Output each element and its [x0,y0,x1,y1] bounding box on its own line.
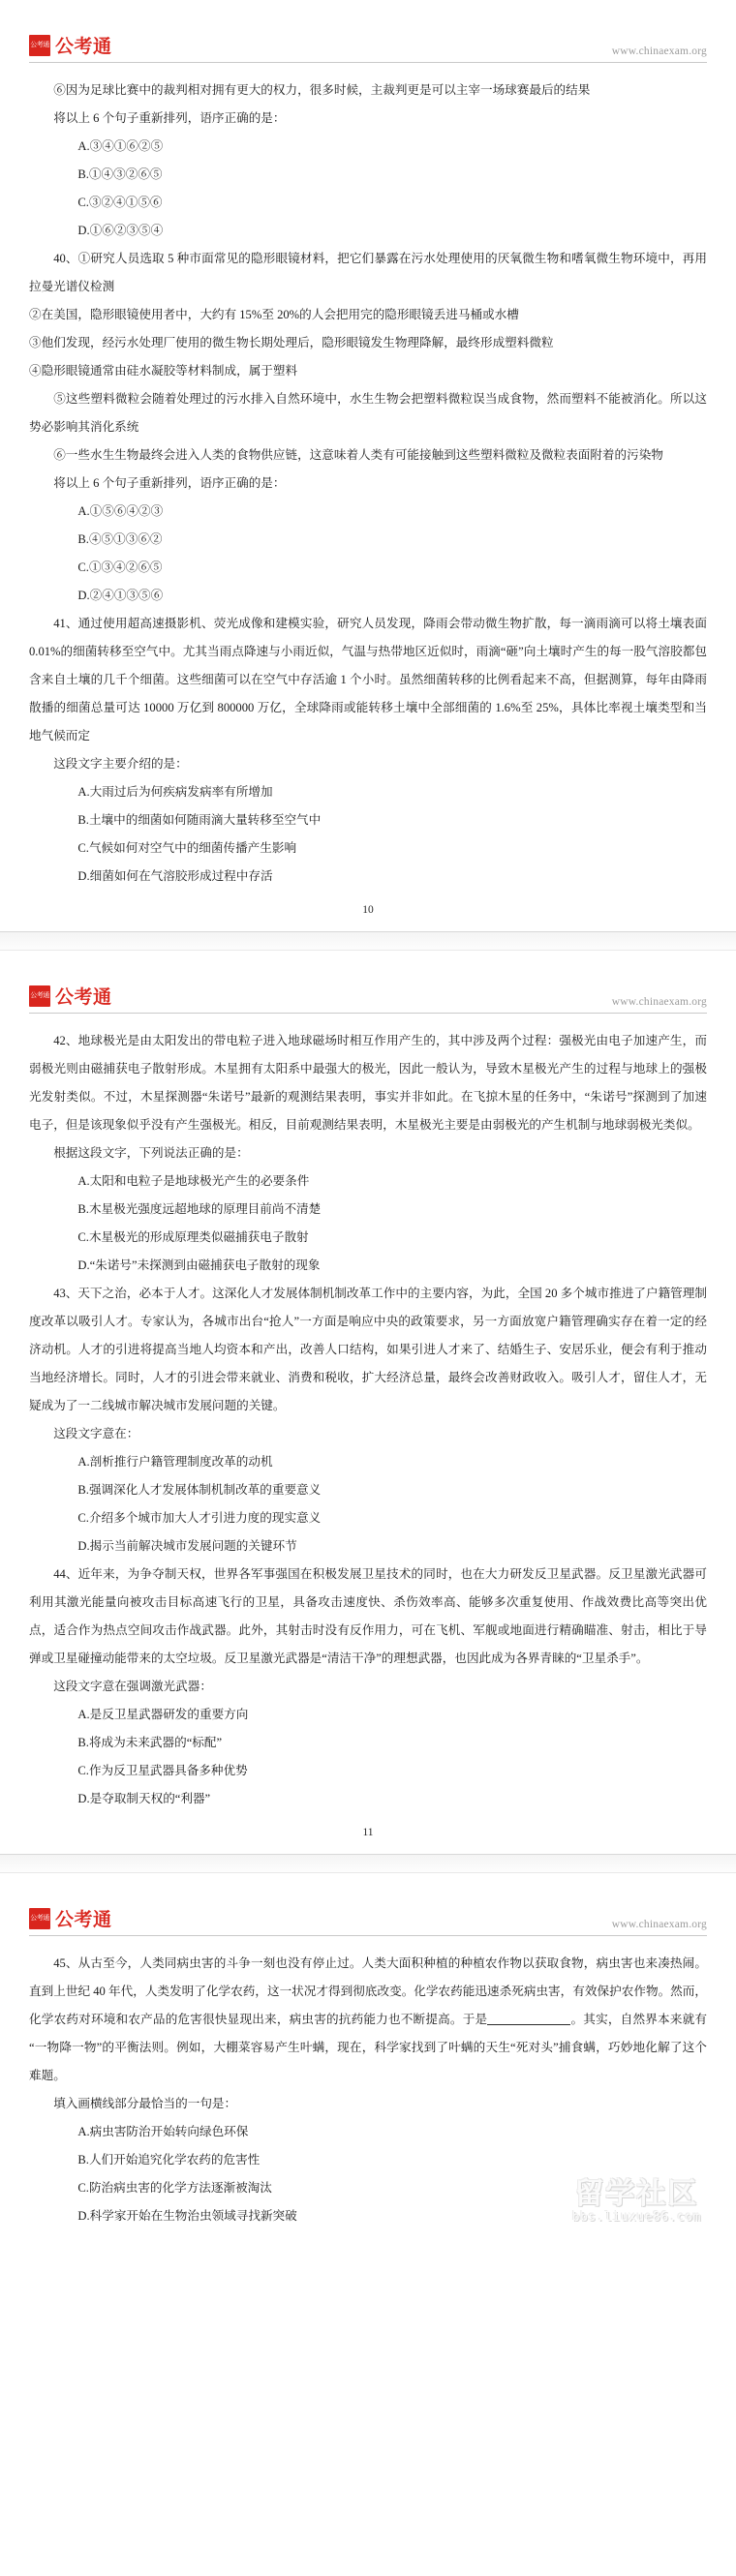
answer-option[interactable] [29,582,707,610]
page-number: 11 [362,1827,374,1838]
option-text: ③②④①⑤⑥ [88,196,163,209]
option-text: 防治病虫害的化学方法逐渐被淘汰 [88,2181,272,2195]
option-text: ①③④②⑥⑤ [88,561,163,574]
option-text: 将成为未来武器的“标配” [88,1736,223,1749]
page-2-content [29,1014,707,1813]
option-label: B. [77,2153,89,2167]
answer-option[interactable] [29,217,707,245]
option-label: B. [77,1483,89,1497]
question-stem: 42、地球极光是由太阳发出的带电粒子进入地球磁场时相互作用产生的，其中涉及两个过程：强极光由电子加速产生，而弱极光则由磁捕获电子散射形成。木星拥有太阳系中最强大的极光，因此一般认为，导致木星极光产生的过程与地球上的强极光发射类似。不过，木星探测器“朱诺号”最新的观测结果表明，事实并非如此。在飞掠木星的任务中，“朱诺号”探测到了加速电子，但是该现象似乎没有产生强极光。相反，目前观测结果表明，木星极光主要是由弱极光的产生机制与地球弱极光类似。 [29,1034,707,1132]
brand-name: 公考通 [55,986,112,1008]
option-label: B. [77,813,89,827]
option-text: 人们开始追究化学农药的危害性 [88,2153,261,2167]
header-url: www.chinaexam.org [611,1919,707,1930]
question-stem: 44、近年来，为争夺制天权，世界各军事强国在积极发展卫星技术的同时，也在大力研发反卫星武器。反卫星激光武器可利用其激光能量向被攻击目标高速飞行的卫星，具备攻击速度快、杀伤效率高、能够多次重复使用、作战效费比高等突出优点，适合作为热点空间攻击作战武器。此外，其射击时没有反作用力，可在飞机、军舰或地面进行精确瞄准、射击，相比于导弹或卫星碰撞动能带来的太空垃圾。反卫星激光武器是“清洁干净”的理想武器，也因此成为各界青睐的“卫星杀手”。 [29,1567,707,1665]
option-label: A. [77,1708,90,1721]
option-label: A. [77,1174,90,1188]
option-text: 介绍多个城市加大人才引进力度的现实意义 [88,1511,322,1525]
brand-name: 公考通 [55,1909,112,1930]
answer-option[interactable] [29,1504,707,1532]
option-label: D. [77,224,90,237]
brand-logo [29,1905,112,1931]
option-text: 太阳和电粒子是地球极光产生的必要条件 [89,1174,310,1188]
answer-option[interactable] [29,2202,707,2230]
brand-logo [29,32,112,58]
paragraph: 这段文字意在： [53,1427,139,1440]
answer-option[interactable] [29,1532,707,1561]
paragraph: ②在美国，隐形眼镜使用者中，大约有 15%至 20%的人会把用完的隐形眼镜丢进马桶或水槽 [29,308,519,321]
answer-option[interactable] [29,1252,707,1280]
brand-badge-icon: 公考通 [29,35,50,56]
option-label: A. [77,2125,90,2138]
answer-option[interactable] [29,1757,707,1785]
option-label: D. [77,869,90,883]
answer-option[interactable] [29,1785,707,1813]
option-text: ②④①③⑤⑥ [89,589,164,602]
answer-option[interactable] [29,2118,707,2146]
page-header [29,1891,707,1936]
option-label: C. [77,841,89,855]
header-url: www.chinaexam.org [611,996,707,1008]
paragraph: 这段文字意在强调激光武器： [53,1680,212,1693]
answer-option[interactable] [29,1448,707,1476]
option-label: D. [77,589,90,602]
paragraph: ⑤这些塑料微粒会随着处理过的污水排入自然环境中，水生生物会把塑料微粒误当成食物，然而塑料不能被消化。所以这势必影响其消化系统 [29,392,707,434]
answer-option[interactable] [29,133,707,161]
brand-name: 公考通 [55,36,112,57]
page-1-content [29,63,707,891]
question-stem: 40、①研究人员选取 5 种市面常见的隐形眼镜材料，把它们暴露在污水处理使用的厌氧微生物和嗜氧微生物环境中，再用拉曼光谱仪检测 [29,252,707,293]
option-label: B. [77,167,89,181]
option-text: 作为反卫星武器具备多种优势 [88,1764,248,1777]
question-text: 45、从古至今，人类同病虫害的斗争一刻也没有停止过。人类大面积种植的种植农作物以获取食物，病虫害也来凑热闹。直到上世纪 40 年代，人类发明了化学农药，这一状况才得到彻底改变。化学农药能迅速杀死病虫害，有效保护农作物。然而，化学农药对环境和农产品的危害很快显现出来，病虫害的抗药能力也不断提高。于是 [29,1956,707,2026]
option-label: A. [77,139,90,153]
option-text: 木星极光的形成原理类似磁捕获电子散射 [88,1230,309,1244]
answer-option[interactable] [29,806,707,834]
option-text: 病虫害防治开始转向绿色环保 [89,2125,249,2138]
option-label: D. [77,2209,90,2223]
question-text-cont: 。其实，自然界本来就有“一物降一物”的平衡法则。例如，大棚菜容易产生叶螨，现在，科学家找到了叶螨的天生“死对头”捕食螨，巧妙地化解了这个难题。 [29,2013,708,2082]
option-text: 是夺取制天权的“利器” [89,1792,211,1805]
option-text: 强调深化人才发展体制机制改革的重要意义 [88,1483,322,1497]
page-separator [0,931,736,951]
option-text: 科学家开始在生物治虫领域寻找新突破 [89,2209,297,2223]
option-label: C. [77,2181,89,2195]
answer-option[interactable] [29,1476,707,1504]
paragraph: ③他们发现，经污水处理厂使用的微生物长期处理后，隐形眼镜发生物理降解，最终形成塑料微粒 [29,336,554,349]
page-separator [0,1854,736,1873]
option-label: D. [77,1792,90,1805]
answer-option[interactable] [29,2174,707,2202]
answer-option[interactable] [29,2146,707,2174]
paragraph: ⑥一些水生生物最终会进入人类的食物供应链，这意味着人类有可能接触到这些塑料微粒及微粒表面附着的污染物 [53,448,663,462]
question-stem [29,1950,707,2090]
document-page-2 [0,951,736,1854]
answer-option[interactable] [29,1196,707,1224]
option-text: 木星极光强度远超地球的原理目前尚不清楚 [88,1202,322,1216]
page-number: 10 [362,904,374,916]
option-text: ③④①⑥②⑤ [89,139,164,153]
paragraph: 将以上 6 个句子重新排列，语序正确的是： [53,476,286,490]
brand-logo [29,983,112,1009]
option-label: B. [77,532,89,546]
option-label: B. [77,1202,89,1216]
page-3-content [29,1936,707,2230]
option-label: A. [77,504,90,518]
option-label: D. [77,1258,90,1272]
option-text: 土壤中的细菌如何随雨滴大量转移至空气中 [88,813,322,827]
option-text: 是反卫星武器研发的重要方向 [89,1708,249,1721]
header-url: www.chinaexam.org [611,45,707,57]
option-text: 揭示当前解决城市发展问题的关键环节 [89,1539,297,1553]
answer-option[interactable] [29,834,707,863]
paragraph: 这段文字主要介绍的是： [53,757,188,771]
answer-option[interactable] [29,526,707,554]
page-header [29,17,707,63]
answer-option[interactable] [29,863,707,891]
option-label: C. [77,1230,89,1244]
paragraph: ⑥因为足球比赛中的裁判相对拥有更大的权力，很多时候，主裁判更是可以主宰一场球赛最后的结果 [53,83,591,97]
option-label: A. [77,1455,90,1469]
answer-option[interactable] [29,554,707,582]
fill-in-blank [487,2024,570,2025]
watermark-url: bbs.liuxue86.com [571,2210,701,2225]
paragraph: 将以上 6 个句子重新排列，语序正确的是： [53,111,286,125]
instruction: 填入画横线部分最恰当的一句是： [53,2097,237,2110]
option-text: ①④③②⑥⑤ [88,167,163,181]
answer-option[interactable] [29,161,707,189]
answer-option[interactable] [29,189,707,217]
document-page-1 [0,0,736,931]
paragraph: 根据这段文字，下列说法正确的是： [53,1146,249,1160]
watermark-title: 留学社区 [574,2177,699,2211]
paragraph: ④隐形眼镜通常由硅水凝胶等材料制成，属于塑料 [29,364,298,378]
option-text: ①⑥②③⑤④ [89,224,164,237]
document-page-3 [0,1873,736,2230]
question-stem: 43、天下之治，必本于人才。这深化人才发展体制机制改革工作中的主要内容，为此，全国 20 多个城市推进了户籍管理制度改革以吸引人才。专家认为，各城市出台“抢人”一方面是响应中央的政策要求，另一方面放宽户籍管理确实存在着一定的经济动机。人才的引进将提高当地人均资本和产出，改善人口结构，如果引进人才来了、结婚生子、安居乐业，便会有利于推动当地经济增长。同时，人才的引进会带来就业、消费和税收，扩大经济总量，最终会改善财政收入。吸引人才，留住人才，无疑成为了一二线城市解决城市发展问题的关键。 [29,1287,707,1412]
option-text: 大雨过后为何疾病发病率有所增加 [89,785,273,799]
option-label: C. [77,1764,89,1777]
page-header [29,968,707,1014]
option-text: ④⑤①③⑥② [88,532,163,546]
question-stem: 41、通过使用超高速摄影机、荧光成像和建模实验，研究人员发现，降雨会带动微生物扩散，每一滴雨滴可以将土壤表面 0.01%的细菌转移至空气中。尤其当雨点降速与小雨近似，气温与热带地区近似时，雨滴“砸”向土壤时产生的每一股气溶胶都包含来自土壤的几千个细菌。这些细菌可以在空气中存活逾 1 个小时。虽然细菌转移的比例看起来不高，但据测算，每年由降雨散播的细菌总量可达 10000 万亿到 800000 万亿，全球降雨或能转移土壤中全部细菌的 1.6%至 25%，具体比率视土壤类型和当地气候而定 [29,617,707,742]
option-label: C. [77,561,89,574]
answer-option[interactable] [29,1701,707,1729]
option-text: 气候如何对空气中的细菌传播产生影响 [88,841,297,855]
option-label: C. [77,1511,89,1525]
option-label: C. [77,196,89,209]
option-text: ①⑤⑥④②③ [89,504,164,518]
brand-badge-icon: 公考通 [29,985,50,1007]
answer-option[interactable] [29,1167,707,1196]
option-text: “朱诺号”未探测到由磁捕获电子散射的现象 [89,1258,321,1272]
option-label: A. [77,785,90,799]
option-text: 剖析推行户籍管理制度改革的动机 [89,1455,273,1469]
answer-option[interactable] [29,1729,707,1757]
option-label: B. [77,1736,89,1749]
option-label: D. [77,1539,90,1553]
option-text: 细菌如何在气溶胶形成过程中存活 [89,869,273,883]
answer-option[interactable] [29,498,707,526]
answer-option[interactable] [29,1224,707,1252]
answer-option[interactable] [29,778,707,806]
brand-badge-icon: 公考通 [29,1908,50,1929]
